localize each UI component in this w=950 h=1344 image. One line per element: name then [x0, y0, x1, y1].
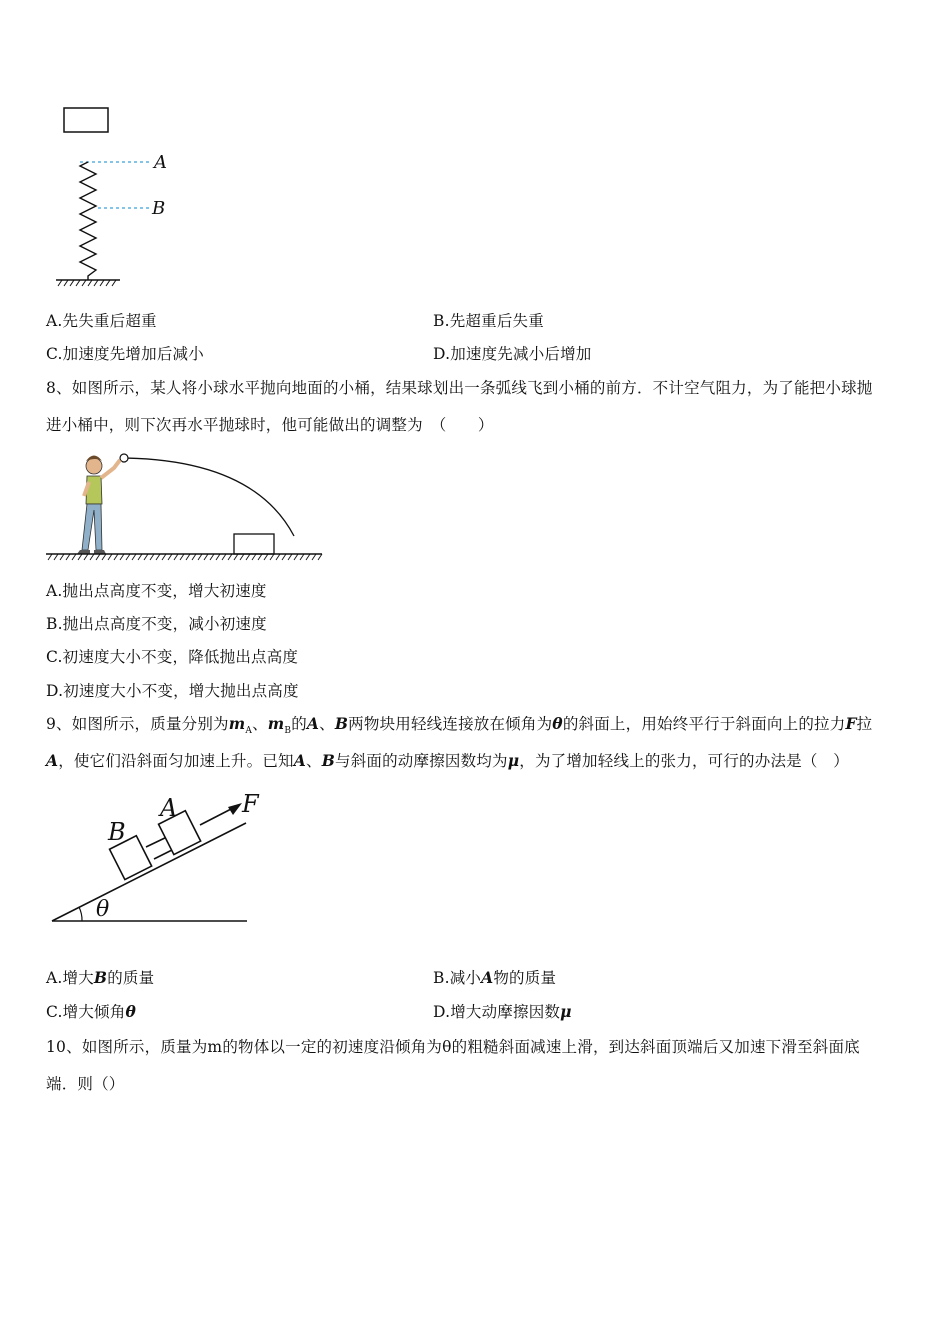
label-f: F: [242, 790, 259, 818]
q7-option-a: A.先失重后超重: [46, 312, 157, 330]
label-b: B: [108, 818, 126, 846]
q7-option-d: D.加速度先减小后增加: [433, 345, 592, 363]
label-b: B: [152, 198, 166, 219]
incline-figure: [50, 788, 280, 928]
q8-option-a: A.抛出点高度不变，增大初速度: [46, 582, 267, 600]
person-figure: [77, 456, 120, 555]
q8-option-d: D.初速度大小不变，增大抛出点高度: [46, 682, 299, 700]
spring-figure: [40, 100, 200, 295]
q10-stem-line1: 10、如图所示，质量为m的物体以一定的初速度沿倾角为θ的粗糙斜面减速上滑，到达斜面顶端后又加速下滑至斜面底: [46, 1038, 860, 1056]
q8-stem-line1: 8、如图所示，某人将小球水平抛向地面的小桶，结果球划出一条弧线飞到小桶的前方．不计空气阻力，为了能把小球抛: [46, 379, 873, 397]
q9-option-d: D.增大动摩擦因数μ: [433, 1002, 572, 1021]
throw-ground-hatch: [48, 554, 322, 560]
falling-block: [64, 108, 108, 132]
q9-stem-line1: 9、如图所示，质量分别为$m_A$、$m_B$的A、B两物块用轻线连接放在倾角为θ的斜面上，用始终平行于斜面向上的拉力F拉: [46, 714, 873, 737]
ball-trajectory: [124, 458, 294, 536]
q9-stem-line2: A，使它们沿斜面匀加速上升。已知A、B与斜面的动摩擦因数均为μ，为了增加轻线上的张力，可行的办法是（ ）: [46, 751, 849, 770]
label-theta: θ: [96, 897, 110, 922]
bucket: [234, 534, 274, 554]
label-a: A: [154, 152, 167, 173]
q7-option-b: B.先超重后失重: [433, 312, 544, 330]
force-arrow-head: [228, 803, 242, 815]
label-a: A: [160, 794, 178, 822]
throw-figure: [44, 448, 334, 570]
angle-arc: [79, 907, 82, 921]
q8-option-b: B.抛出点高度不变，减小初速度: [46, 615, 267, 633]
q7-option-c: C.加速度先增加后减小: [46, 345, 204, 363]
q9-option-b: B.减小A物的质量: [433, 968, 557, 987]
q9-option-c: C.增大倾角θ: [46, 1002, 136, 1021]
spring: [80, 162, 96, 280]
q8-option-c: C.初速度大小不变，降低抛出点高度: [46, 648, 299, 666]
q10-stem-line2: 端．则（）: [46, 1075, 125, 1093]
q8-stem-line2: 进小桶中，则下次再水平抛球时，他可能做出的调整为 （ ）: [46, 416, 494, 434]
q9-option-a: A.增大B的质量: [46, 968, 155, 987]
ground-hatch: [58, 280, 116, 286]
incline-surface: [52, 823, 246, 921]
ball: [120, 454, 128, 462]
